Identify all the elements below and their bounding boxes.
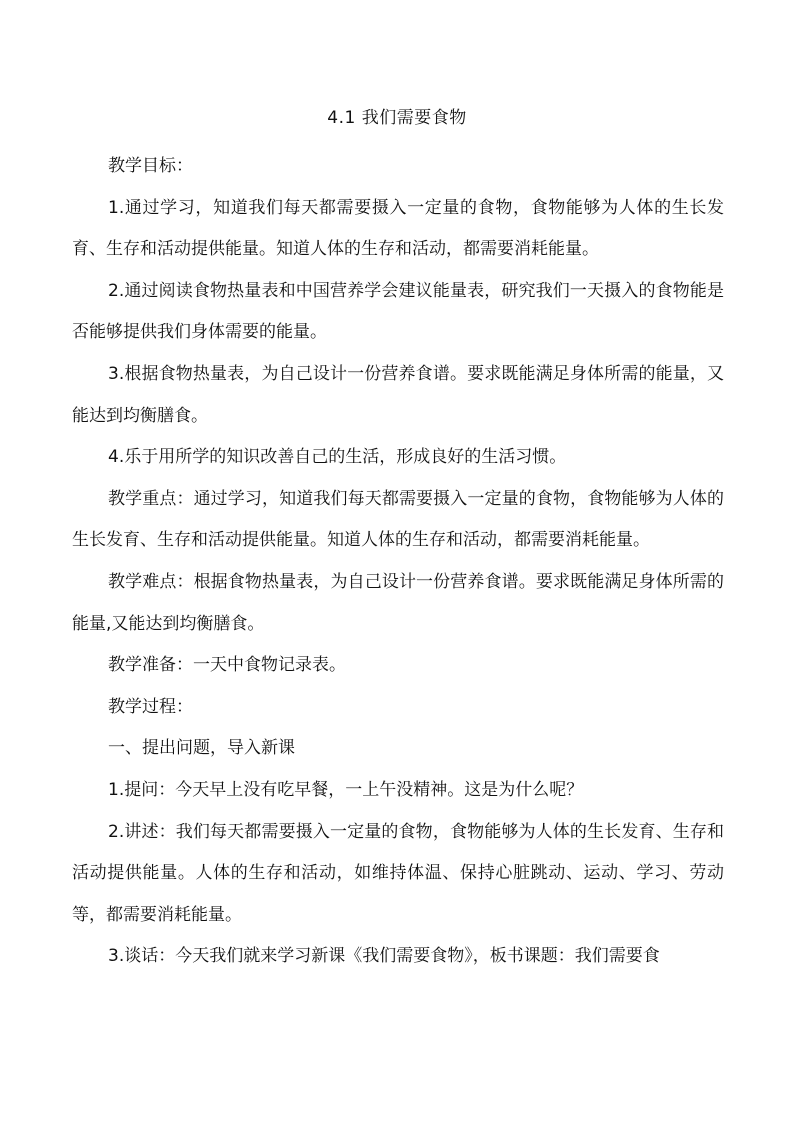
paragraph-objective-4: 4.乐于用所学的知识改善自己的生活，形成良好的生活习惯。 — [108, 447, 567, 468]
paragraph-key-point: 教学重点：通过学习，知道我们每天都需要摄入一定量的食物，食物能够为人体的生长发育、生存和活动提供能量。知道人体的生存和活动，都需要消耗能量。 — [72, 488, 724, 551]
paragraph-objective-3: 3.根据食物热量表，为自己设计一份营养食谱。要求既能满足身体所需的能量，又能达到均衡膳食。 — [72, 363, 724, 426]
paragraph-step-1: 1.提问：今天早上没有吃早餐，一上午没精神。这是为什么呢？ — [108, 779, 584, 800]
paragraph-step-3: 3.谈话：今天我们就来学习新课《我们需要食物》，板书课题：我们需要食 — [108, 946, 660, 967]
paragraph-objective-1: 1.通过学习，知道我们每天都需要摄入一定量的食物，食物能够为人体的生长发育、生存和活动提供能量。知道人体的生存和活动，都需要消耗能量。 — [72, 197, 724, 260]
paragraph-process-heading: 教学过程： — [108, 696, 193, 717]
document-body — [72, 146, 724, 978]
paragraph-objectives-heading: 教学目标： — [108, 156, 193, 176]
paragraph-difficulty: 教学难点：根据食物热量表，为自己设计一份营养食谱。要求既能满足身体所需的能量,又能达到均衡膳食。 — [72, 571, 724, 634]
paragraph-objective-2: 2.通过阅读食物热量表和中国营养学会建议能量表，研究我们一天摄入的食物能是否能够提供我们身体需要的能量。 — [72, 280, 724, 343]
paragraph-preparation: 教学准备：一天中食物记录表。 — [108, 655, 346, 676]
paragraph-step-2: 2.讲述：我们每天都需要摄入一定量的食物，食物能够为人体的生长发育、生存和活动提供能量。人体的生存和活动，如维持体温、保持心脏跳动、运动、学习、劳动等，都需要消耗能量。 — [72, 821, 724, 925]
document-title: 4.1 我们需要食物 — [327, 108, 467, 128]
paragraph-section-1: 一、提出问题，导入新课 — [108, 738, 295, 759]
